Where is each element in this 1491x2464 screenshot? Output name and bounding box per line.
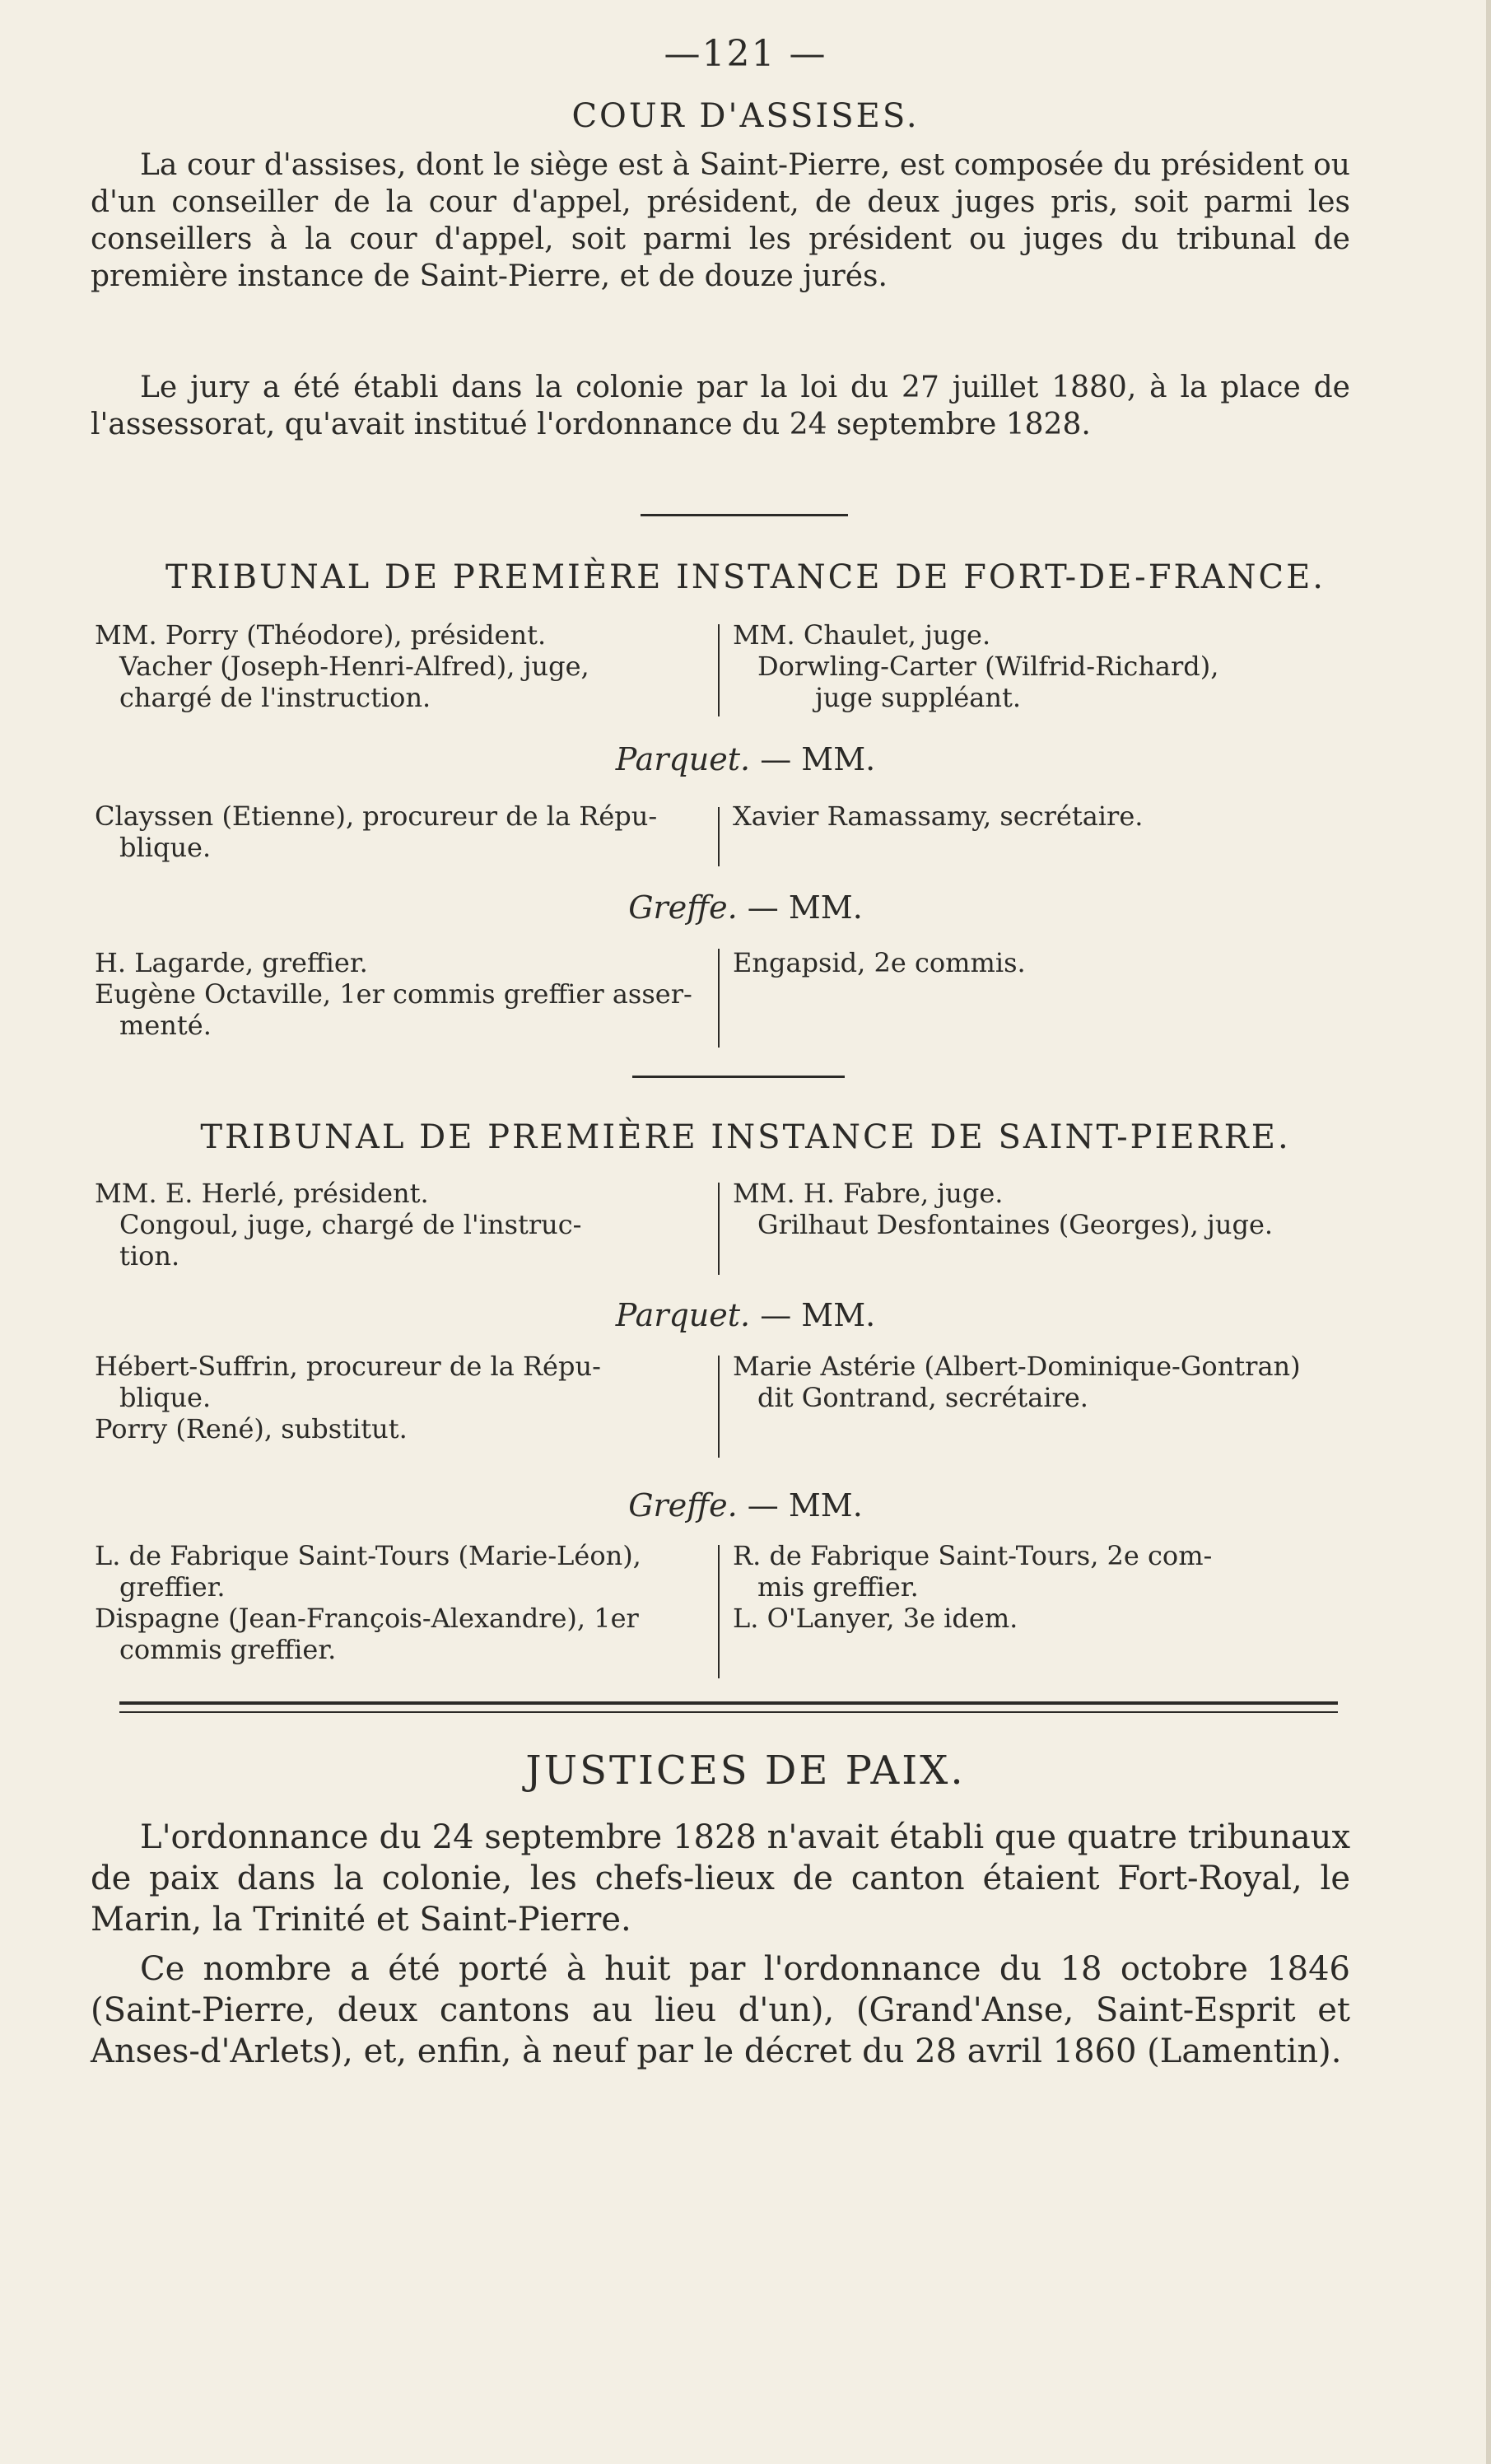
parquet-line: Porry (René), substitut. [95,1413,408,1444]
separator-rule [632,1076,845,1078]
separator-rule [641,514,848,516]
greffe-line: L. de Fabrique Saint-Tours (Marie-Léon), [95,1540,641,1571]
greffe-line: R. de Fabrique Saint-Tours, 2e com- [733,1540,1213,1571]
judge-line: MM. Chaulet, juge. [733,619,991,651]
page-number: —121 — [664,33,827,75]
column-divider [718,1545,720,1678]
parquet-line: blique. [119,832,212,863]
greffe-line: Eugène Octaville, 1er commis greffier asser- [95,978,692,1010]
parquet-label: Parquet. [615,1297,751,1333]
section-title-justices-de-paix: JUSTICES DE PAIX. [525,1748,966,1794]
parquet-label: Parquet. [615,741,751,777]
sp-judges-left [95,1178,712,1272]
fdf-parquet-right [733,800,1367,832]
greffe-label: Greffe. [628,1487,738,1524]
sp-judges-right [733,1178,1375,1240]
fdf-parquet-left [95,800,712,863]
column-divider [718,1356,720,1458]
judge-line: Vacher (Joseph-Henri-Alfred), juge, [119,651,589,682]
sp-parquet-left [95,1351,712,1444]
greffe-line: Dispagne (Jean-François-Alexandre), 1er [95,1603,639,1634]
fdf-parquet-heading [0,741,1491,777]
fdf-greffe-left [95,947,720,1041]
double-rule-bottom [119,1711,1338,1713]
column-divider [718,807,720,866]
judge-line: chargé de l'instruction. [119,682,431,713]
parquet-line: Marie Astérie (Albert-Dominique-Gontran) [733,1351,1301,1382]
greffe-line: L. O'Lanyer, 3e idem. [733,1603,1018,1634]
parquet-line: Clayssen (Etienne), procureur de la Répu- [95,800,658,832]
parquet-line: blique. [119,1382,212,1413]
greffe-mm: — MM. [747,1487,863,1524]
parquet-mm: — MM. [760,741,876,777]
fdf-greffe-heading [0,889,1491,926]
parquet-line: Xavier Ramassamy, secrétaire. [733,800,1144,832]
parquet-line: dit Gontrand, secrétaire. [757,1382,1088,1413]
fdf-judges-right [733,619,1367,713]
greffe-line: H. Lagarde, greffier. [95,947,368,978]
column-divider [718,624,720,716]
sp-greffe-right [733,1540,1375,1634]
judge-line: MM. H. Fabre, juge. [733,1178,1004,1209]
judge-line: juge suppléant. [815,682,1022,713]
greffe-line: commis greffier. [119,1634,337,1665]
section-title-cour-assises: COUR D'ASSISES. [571,97,920,135]
judge-line: tion. [119,1240,180,1272]
paragraph-jury: Le jury a été établi dans la colonie par la loi du 27 juillet 1880, à la place de l'assessorat, qu'avait institué l'ordonnance du 24 septembre 1828. [91,371,1350,441]
paragraph-justices-2: Ce nombre a été porté à huit par l'ordonnance du 18 octobre 1846 (Saint-Pierre, deux cantons au lieu d'un), (Grand'Anse, Saint-Esprit et Anses-d'Arlets), et, enfin, à neuf par le décret du 28 avril 1860 (Lamentin). [91,1950,1350,2070]
judge-line: Dorwling-Carter (Wilfrid-Richard), [757,651,1219,682]
sp-parquet-heading [0,1297,1491,1333]
sp-parquet-right [733,1351,1375,1413]
fdf-greffe-right [733,947,1367,978]
section-title-fort-de-france: TRIBUNAL DE PREMIÈRE INSTANCE DE FORT-DE-FRANCE. [165,558,1326,596]
sp-greffe-left [95,1540,720,1665]
sp-greffe-heading [0,1487,1491,1524]
judge-line: MM. E. Herlé, président. [95,1178,429,1209]
greffe-line: menté. [119,1010,212,1041]
column-divider [718,1183,720,1275]
parquet-line: Hébert-Suffrin, procureur de la Répu- [95,1351,601,1382]
page-edge [1486,0,1491,2464]
judge-line: Congoul, juge, chargé de l'instruc- [119,1209,582,1240]
judge-line: MM. Porry (Théodore), président. [95,619,547,651]
parquet-mm: — MM. [760,1297,876,1333]
greffe-label: Greffe. [628,889,738,926]
greffe-line: mis greffier. [757,1571,919,1603]
section-title-saint-pierre: TRIBUNAL DE PREMIÈRE INSTANCE DE SAINT-PIERRE. [200,1118,1291,1156]
greffe-line: Engapsid, 2e commis. [733,947,1026,978]
double-rule-top [119,1701,1338,1705]
column-divider [718,949,720,1048]
judge-line: Grilhaut Desfontaines (Georges), juge. [757,1209,1274,1240]
greffe-line: greffier. [119,1571,226,1603]
paragraph-justices-1: L'ordonnance du 24 septembre 1828 n'avait établi que quatre tribunaux de paix dans la colonie, les chefs-lieux de canton étaient Fort-Royal, le Marin, la Trinité et Saint-Pierre. [91,1818,1350,1939]
fdf-judges-left [95,619,712,713]
greffe-mm: — MM. [747,889,863,926]
paragraph-cour-composition: La cour d'assises, dont le siège est à Saint-Pierre, est composée du président ou d'un conseiller de la cour d'appel, président, de deux juges pris, soit parmi les conseillers à la cour d'appel, soit parmi les président ou juges du tribunal de première instance de Saint-Pierre, et de douze jurés. [91,148,1350,293]
